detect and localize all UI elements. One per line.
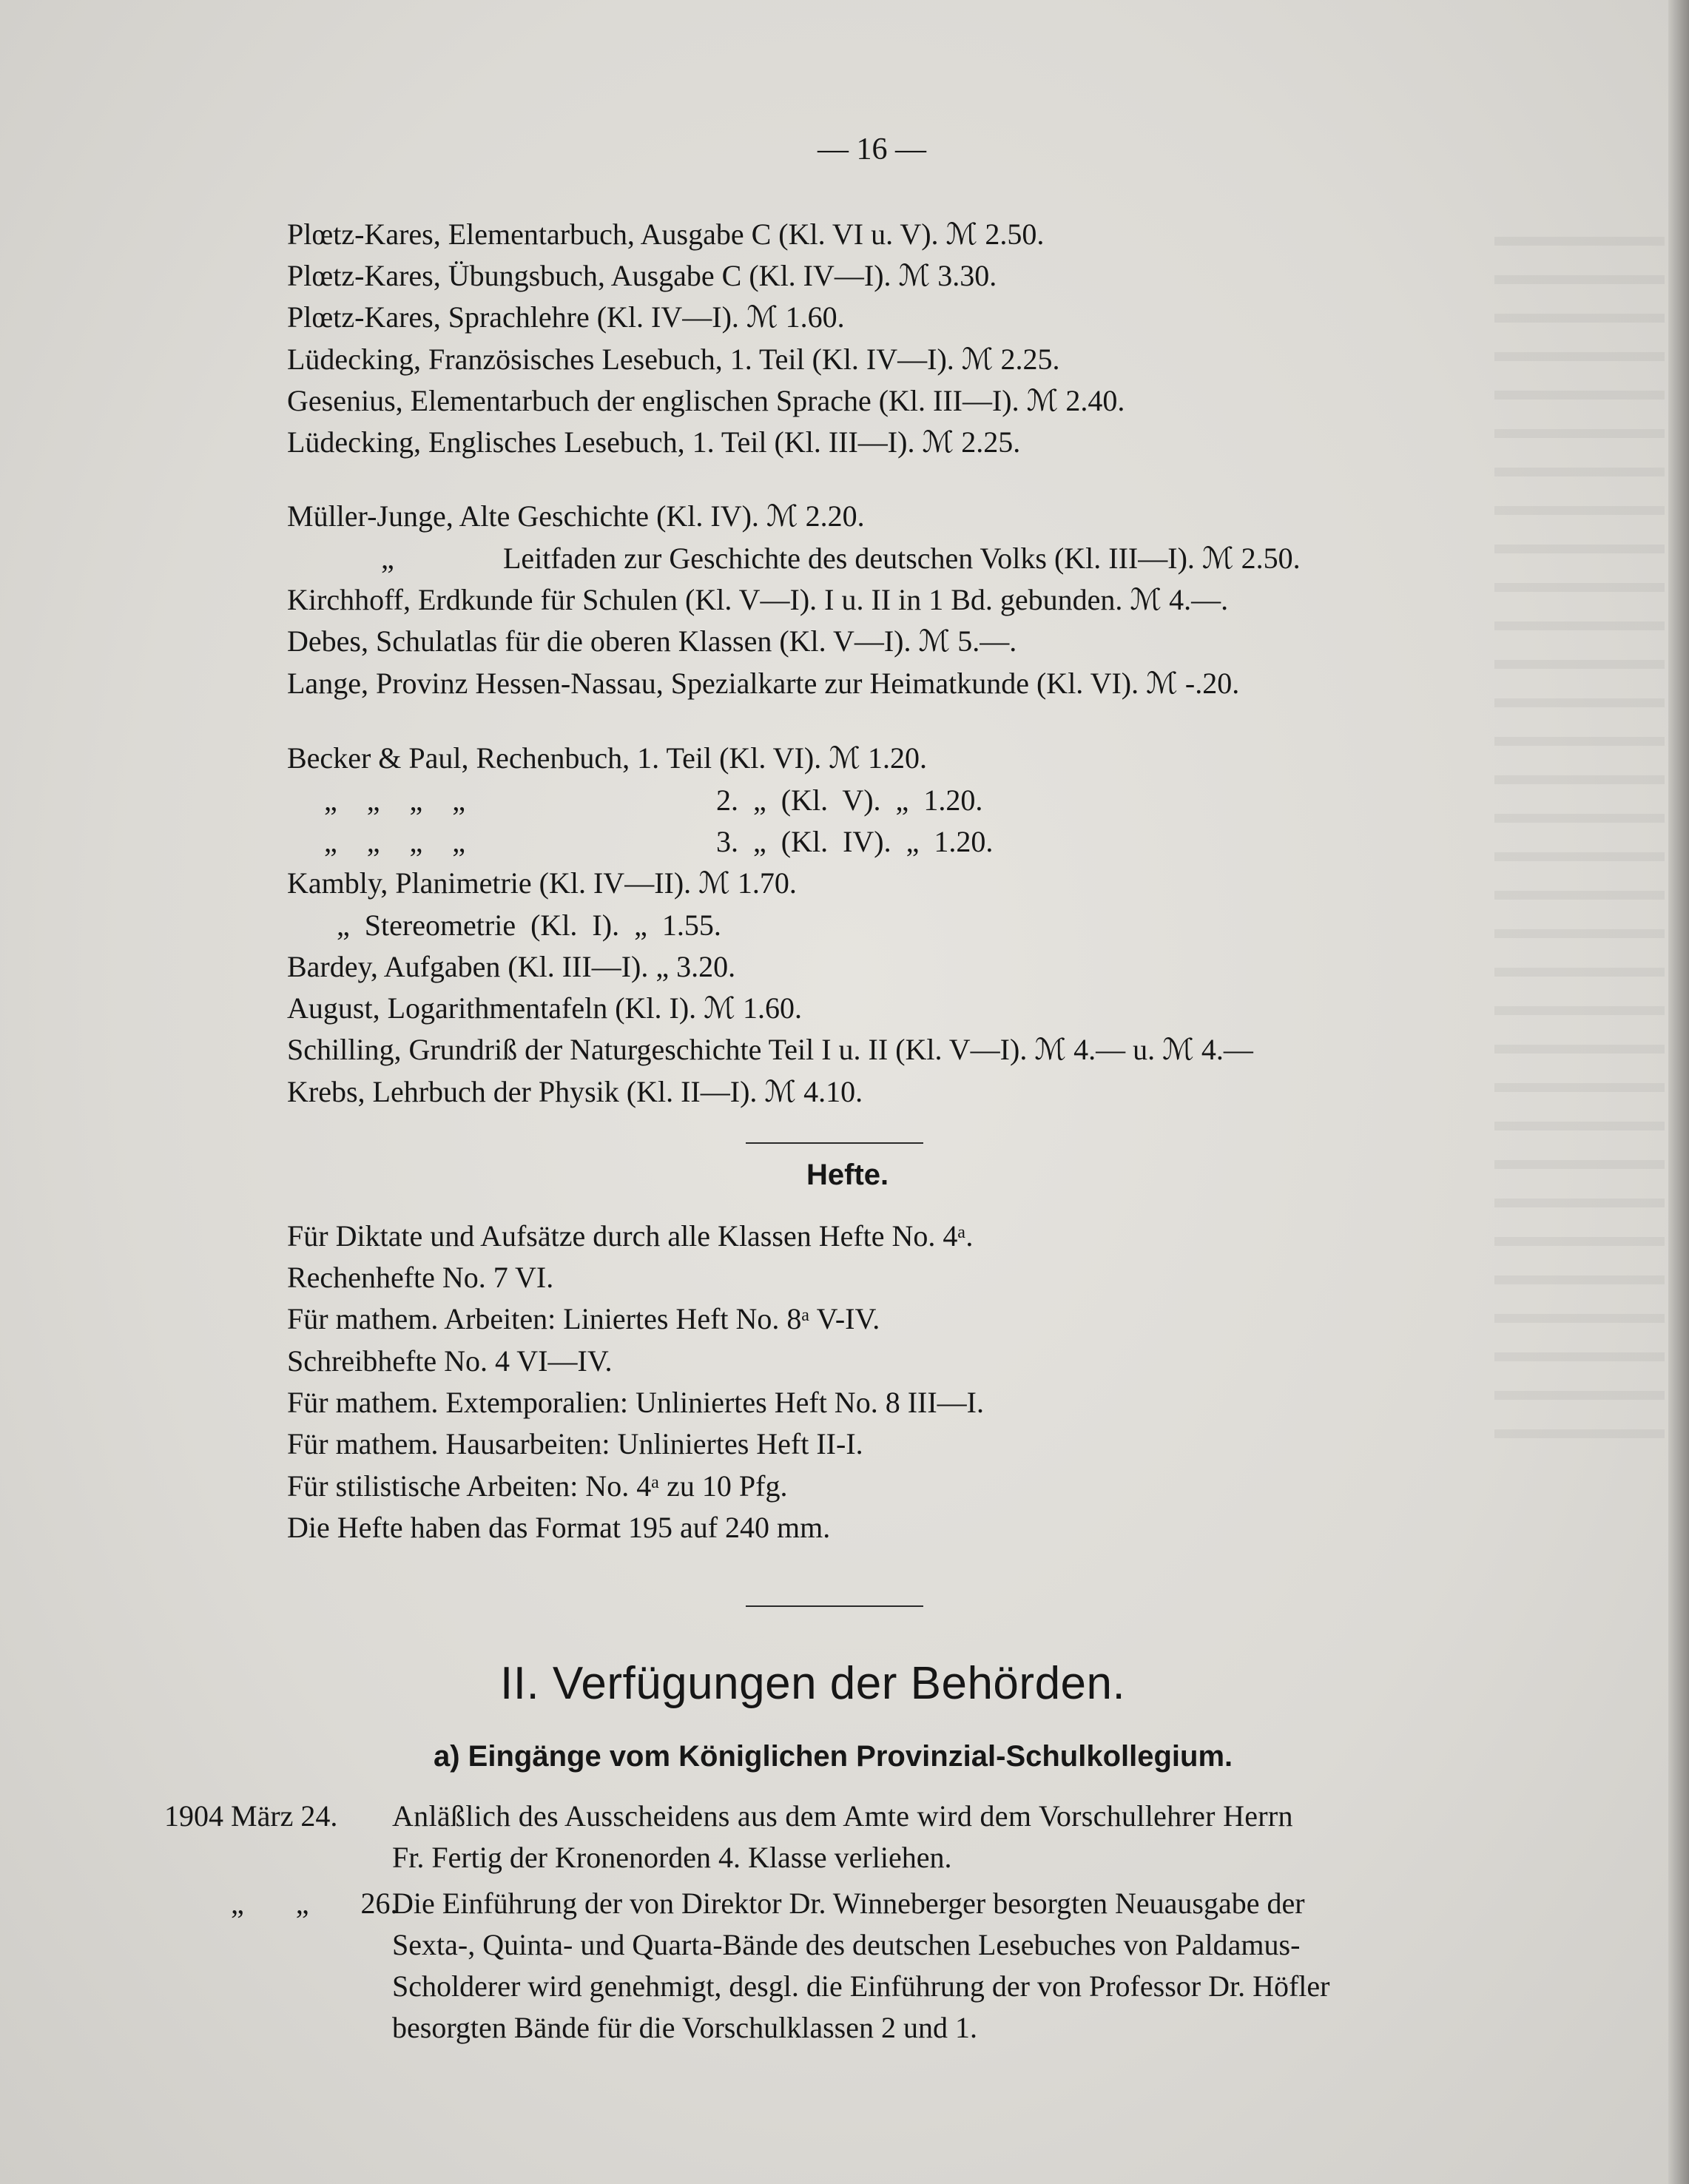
book-list-item: Müller-Junge, Alte Geschichte (Kl. IV). ℳ 2.20. <box>287 499 865 533</box>
ditto-mark: „ „ „ „ <box>324 825 466 858</box>
section-heading: II. Verfügungen der Behörden. <box>500 1658 1126 1709</box>
entry-text-line: besorgten Bände für die Vorschulklassen 2 und 1. <box>392 2011 977 2044</box>
book-list-item: Schilling, Grundriß der Naturgeschichte Teil I u. II (Kl. V—I). ℳ 4.— u. ℳ 4.— <box>287 1033 1253 1066</box>
hefte-item: Für mathem. Hausarbeiten: Unliniertes Heft II-I. <box>287 1427 863 1460</box>
divider <box>746 1142 923 1144</box>
book-list-item: Lüdecking, Französisches Lesebuch, 1. Teil (Kl. IV—I). ℳ 2.25. <box>287 343 1060 376</box>
hefte-heading: Hefte. <box>806 1159 889 1191</box>
page-number: — 16 — <box>817 132 926 166</box>
page-edge <box>1668 0 1689 2184</box>
hefte-item: Für stilistische Arbeiten: No. 4ᵃ zu 10 Pfg. <box>287 1469 788 1503</box>
entry-text-line: Anläßlich des Ausscheidens aus dem Amte wird dem Vorschullehrer Herrn <box>392 1799 1293 1833</box>
ditto-mark: „ „ „ „ <box>324 783 466 817</box>
entry-text-line: Die Einführung der von Direktor Dr. Winneberger besorgten Neuausgabe der <box>392 1887 1305 1920</box>
entry-date: 1904 März 24. <box>164 1799 338 1833</box>
hefte-item: Für mathem. Extemporalien: Unliniertes Heft No. 8 III—I. <box>287 1386 984 1419</box>
book-list-item: Leitfaden zur Geschichte des deutschen Volks (Kl. III—I). ℳ 2.50. <box>503 542 1301 575</box>
book-list-item: Plœtz-Kares, Sprachlehre (Kl. IV—I). ℳ 1.60. <box>287 300 845 334</box>
subsection-heading: a) Eingänge vom Königlichen Provinzial-Schulkollegium. <box>434 1740 1233 1773</box>
entry-date: „ „ 26. <box>231 1887 398 1920</box>
book-list-item: Krebs, Lehrbuch der Physik (Kl. II—I). ℳ 4.10. <box>287 1075 863 1108</box>
book-list-item: August, Logarithmentafeln (Kl. I). ℳ 1.60. <box>287 991 802 1025</box>
book-list-item: Gesenius, Elementarbuch der englischen Sprache (Kl. III—I). ℳ 2.40. <box>287 384 1125 417</box>
book-list-item: Plœtz-Kares, Elementarbuch, Ausgabe C (Kl. VI u. V). ℳ 2.50. <box>287 218 1045 251</box>
book-list-item: 3. „ (Kl. IV). „ 1.20. <box>716 825 994 858</box>
hefte-item: Für mathem. Arbeiten: Liniertes Heft No. 8ᵃ V-IV. <box>287 1302 880 1335</box>
ditto-mark: „ <box>381 542 394 575</box>
book-list-item: Lange, Provinz Hessen-Nassau, Spezialkarte zur Heimatkunde (Kl. VI). ℳ -.20. <box>287 667 1240 700</box>
hefte-item: Die Hefte haben das Format 195 auf 240 mm. <box>287 1511 831 1544</box>
hefte-item: Schreibhefte No. 4 VI—IV. <box>287 1344 613 1378</box>
book-list-item: Becker & Paul, Rechenbuch, 1. Teil (Kl. VI). ℳ 1.20. <box>287 741 927 775</box>
book-list-item: Lüdecking, Englisches Lesebuch, 1. Teil (Kl. III—I). ℳ 2.25. <box>287 425 1021 459</box>
book-list-item: 2. „ (Kl. V). „ 1.20. <box>716 783 983 817</box>
entry-text-line: Sexta-, Quinta- und Quarta-Bände des deutschen Lesebuches von Paldamus- <box>392 1928 1301 1961</box>
book-list-item: Debes, Schulatlas für die oberen Klassen (Kl. V—I). ℳ 5.—. <box>287 624 1017 658</box>
book-list-item: Kambly, Planimetrie (Kl. IV—II). ℳ 1.70. <box>287 866 797 900</box>
hefte-item: Für Diktate und Aufsätze durch alle Klassen Hefte No. 4ᵃ. <box>287 1219 974 1253</box>
entry-text-line: Scholderer wird genehmigt, desgl. die Einführung der von Professor Dr. Höfler <box>392 1969 1330 2003</box>
divider <box>746 1605 923 1607</box>
book-list-item: Bardey, Aufgaben (Kl. III—I). „ 3.20. <box>287 950 736 983</box>
book-list-item: Plœtz-Kares, Übungsbuch, Ausgabe C (Kl. IV—I). ℳ 3.30. <box>287 259 997 292</box>
book-list-item: „ Stereometrie (Kl. I). „ 1.55. <box>337 909 721 942</box>
book-list-item: Kirchhoff, Erdkunde für Schulen (Kl. V—I). I u. II in 1 Bd. gebunden. ℳ 4.—. <box>287 583 1229 616</box>
hefte-item: Rechenhefte No. 7 VI. <box>287 1261 554 1294</box>
bleed-through-text <box>1494 207 1665 1465</box>
entry-text-line: Fr. Fertig der Kronenorden 4. Klasse verliehen. <box>392 1841 952 1874</box>
